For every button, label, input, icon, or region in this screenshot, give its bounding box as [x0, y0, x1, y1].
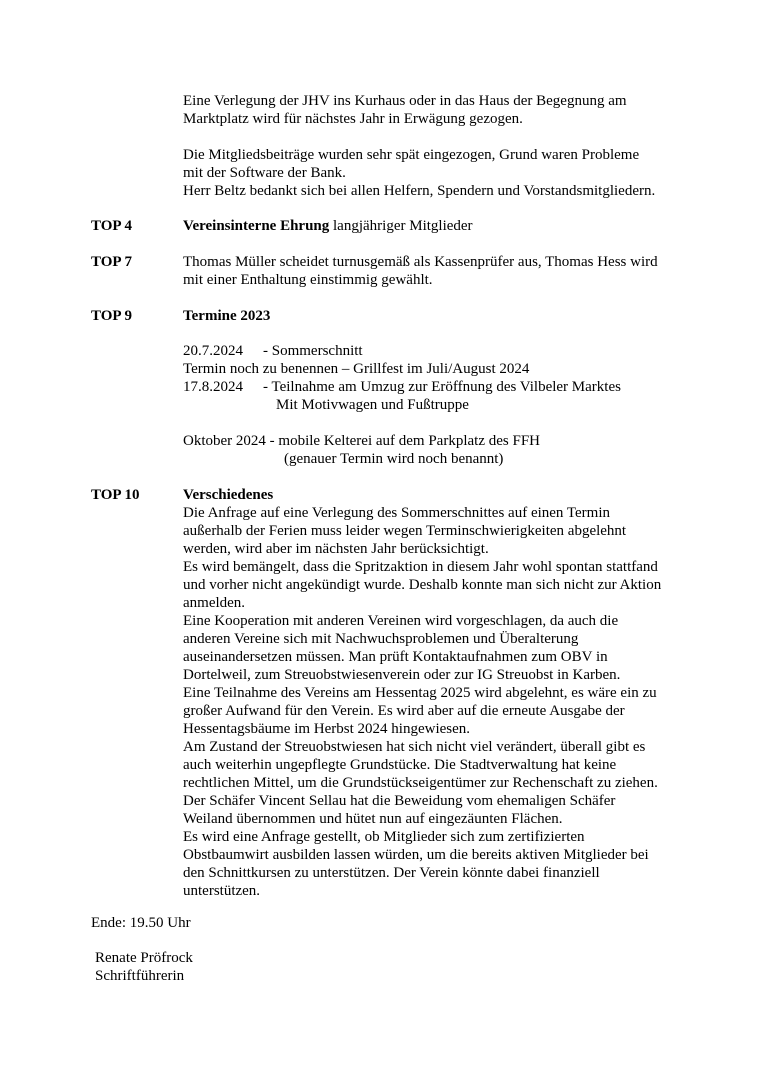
top7-label: TOP 7 [91, 254, 132, 270]
text-line: Es wird eine Anfrage gestellt, ob Mitglieder sich zum zertifizierten [183, 829, 585, 845]
schedule-entry [183, 378, 703, 396]
text-line: unterstützen. [183, 883, 261, 899]
text-line: und vorher nicht angekündigt wurde. Deshalb konnte man sich nicht zur Aktion [183, 577, 662, 593]
entry-date: 17.8.2024 [183, 379, 243, 395]
entry-text: - Teilnahme am Umzug zur Eröffnung des Vilbeler Marktes [263, 379, 621, 395]
top9-october [183, 432, 703, 468]
top7-text [183, 253, 703, 289]
text-line: den Schnittkursen zu unterstützen. Der Verein könnte dabei finanziell [183, 865, 600, 881]
top4-title [183, 217, 703, 235]
text-line: Obstbaumwirt ausbilden lassen würden, um die bereits aktiven Mitglieder bei [183, 847, 649, 863]
text-line: Die Mitgliedsbeiträge wurden sehr spät eingezogen, Grund waren Probleme [183, 147, 640, 163]
text-line: rechtlichen Mittel, um die Grundstückseigentümer zur Rechenschaft zu ziehen. [183, 775, 658, 791]
text-line: Weiland übernommen und hütet nun auf eingezäunten Flächen. [183, 811, 563, 827]
signature-role: Schriftführerin [95, 968, 185, 984]
intro-paragraph-2 [183, 146, 703, 200]
text-line: großer Aufwand für den Verein. Es wird aber auf die erneute Ausgabe der [183, 703, 625, 719]
text-line: Thomas Müller scheidet turnusgemäß als Kassenprüfer aus, Thomas Hess wird [183, 254, 658, 270]
text-line: anderen Vereine sich mit Nachwuchsproblemen und Überalterung [183, 631, 579, 647]
end-time: Ende: 19.50 Uhr [91, 915, 191, 931]
schedule-entry-continuation: Mit Motivwagen und Fußtruppe [276, 397, 469, 413]
signature-name: Renate Pröfrock [95, 950, 193, 966]
text-line: Am Zustand der Streuobstwiesen hat sich nicht viel verändert, überall gibt es [183, 739, 646, 755]
top9-label: TOP 9 [91, 308, 132, 324]
text-line: auseinandersetzen müssen. Man prüft Kontaktaufnahmen zum OBV in [183, 649, 608, 665]
schedule-entry-continuation: (genauer Termin wird noch benannt) [284, 451, 504, 467]
entry-text: - Sommerschnitt [263, 343, 363, 359]
top4-label: TOP 4 [91, 218, 132, 234]
top4-title-bold: Vereinsinterne Ehrung [183, 218, 330, 234]
text-line: mit der Software der Bank. [183, 165, 346, 181]
top10-title: Verschiedenes [183, 487, 274, 503]
text-line: Die Anfrage auf eine Verlegung des Sommerschnittes auf einen Termin [183, 505, 611, 521]
signature-block [95, 949, 193, 985]
text-line: Eine Verlegung der JHV ins Kurhaus oder in das Haus der Begegnung am [183, 93, 627, 109]
text-line: Eine Kooperation mit anderen Vereinen wird vorgeschlagen, da auch die [183, 613, 619, 629]
entry-date: 20.7.2024 [183, 343, 243, 359]
text-line: mit einer Enthaltung einstimmig gewählt. [183, 272, 433, 288]
text-line: auch weiterhin ungepflegte Grundstücke. Die Stadtverwaltung hat keine [183, 757, 617, 773]
top4-title-rest: langjähriger Mitglieder [329, 218, 473, 234]
text-line: Es wird bemängelt, dass die Spritzaktion in diesem Jahr wohl spontan stattfand [183, 559, 658, 575]
intro-paragraph-1 [183, 92, 703, 128]
top10-section [183, 486, 703, 900]
text-line: Dortelweil, zum Streuobstwiesenverein oder zur IG Streuobst in Karben. [183, 667, 621, 683]
text-line: Marktplatz wird für nächstes Jahr in Erwägung gezogen. [183, 111, 523, 127]
text-line: anmelden. [183, 595, 246, 611]
top9-schedule [183, 342, 703, 414]
text-line: Eine Teilnahme des Vereins am Hessentag 2025 wird abgelehnt, es wäre ein zu [183, 685, 657, 701]
top10-label: TOP 10 [91, 487, 140, 503]
schedule-entry [183, 342, 703, 360]
schedule-entry: Oktober 2024 - mobile Kelterei auf dem Parkplatz des FFH [183, 433, 540, 449]
text-line: Herr Beltz bedankt sich bei allen Helfern, Spendern und Vorstandsmitgliedern. [183, 183, 656, 199]
text-line: werden, wird aber im nächsten Jahr berücksichtigt. [183, 541, 489, 557]
schedule-entry: Termin noch zu benennen – Grillfest im Juli/August 2024 [183, 361, 530, 377]
text-line: Der Schäfer Vincent Sellau hat die Beweidung vom ehemaligen Schäfer [183, 793, 616, 809]
top9-title: Termine 2023 [183, 308, 271, 324]
text-line: außerhalb der Ferien muss leider wegen Terminschwierigkeiten abgelehnt [183, 523, 627, 539]
text-line: Hessentagsbäume im Herbst 2024 hingewiesen. [183, 721, 471, 737]
